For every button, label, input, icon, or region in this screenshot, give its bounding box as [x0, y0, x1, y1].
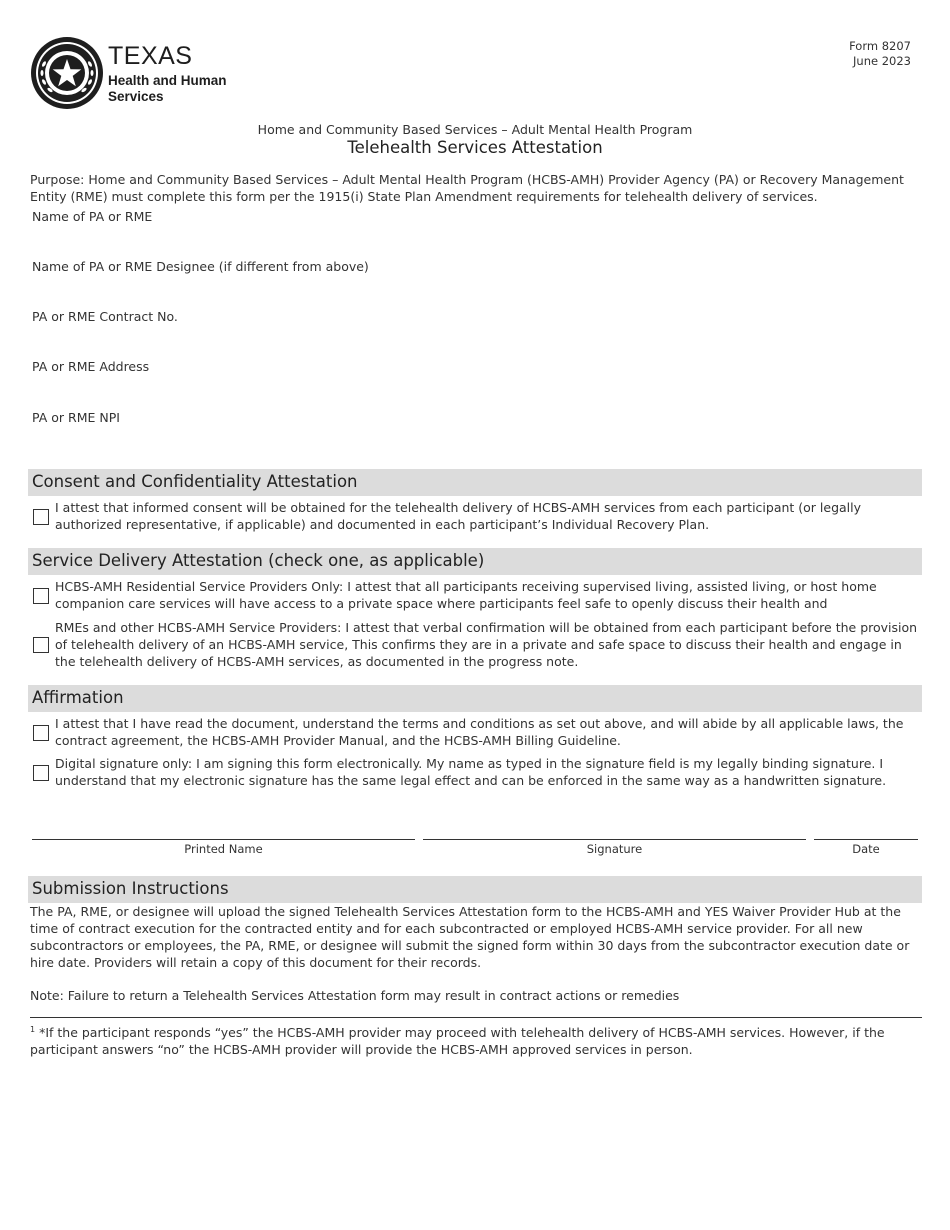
printed-name-line	[32, 839, 415, 840]
service-heading: Service Delivery Attestation (check one, as applicable)	[32, 551, 485, 570]
service-section-header	[28, 548, 922, 575]
signature-input[interactable]	[423, 814, 806, 838]
page-title: Telehealth Services Attestation	[347, 138, 603, 157]
footnote-divider	[30, 1017, 922, 1018]
form-meta	[849, 39, 911, 69]
printed-name-label: Printed Name	[184, 842, 263, 856]
residential-provider-checkbox[interactable]	[33, 588, 49, 604]
submission-note: Note: Failure to return a Telehealth Services Attestation form may result in contract actions or remedies	[30, 988, 680, 1003]
signature-line	[423, 839, 806, 840]
purpose-paragraph	[30, 171, 920, 205]
digital-signature-text: Digital signature only: I am signing this form electronically. My name as typed in the signature field is my legally binding signature. I understand that my electronic signature has the same legal effect and can be enforced in the same way as a handwritten signature.	[55, 756, 887, 788]
logo-hhs-line1: Health and Human	[108, 73, 227, 88]
date-label: Date	[852, 842, 880, 856]
digital-signature-checkbox[interactable]	[33, 765, 49, 781]
form-date: June 2023	[853, 54, 911, 68]
field-label-contract-no: PA or RME Contract No.	[32, 309, 178, 324]
affirmation-heading: Affirmation	[32, 688, 124, 707]
field-input-address[interactable]	[30, 378, 922, 406]
field-input-pa-name[interactable]	[30, 228, 922, 256]
residential-provider-text: HCBS-AMH Residential Service Providers Only: I attest that all participants receiving supervised living, assisted living, or host home companion care services will have access to a private space where participants feel safe to openly discuss their health and	[55, 579, 877, 611]
footnote	[30, 1021, 922, 1058]
field-input-designee[interactable]	[30, 278, 922, 306]
logo-texas-text: TEXAS	[108, 42, 193, 70]
logo-wordmark	[108, 44, 227, 105]
field-label-designee: Name of PA or RME Designee (if different from above)	[32, 259, 369, 274]
consent-checkbox[interactable]	[33, 509, 49, 525]
affirmation-checkbox[interactable]	[33, 725, 49, 741]
submission-heading: Submission Instructions	[32, 879, 229, 898]
field-label-pa-name: Name of PA or RME	[32, 209, 153, 224]
consent-heading: Consent and Confidentiality Attestation	[32, 472, 358, 491]
rme-provider-checkbox[interactable]	[33, 637, 49, 653]
logo-hhs-line2: Services	[108, 89, 164, 104]
purpose-label: Purpose:	[30, 172, 85, 187]
footnote-text: *If the participant responds “yes” the HCBS-AMH provider may proceed with telehealth delivery of HCBS-AMH services. However, if the participant answers “no” the HCBS-AMH provider will provide the HCBS-AMH approved services in person.	[30, 1025, 885, 1058]
rme-provider-text: RMEs and other HCBS-AMH Service Providers: I attest that verbal confirmation will be obtained from each participant before the provision of telehealth delivery of an HCBS-AMH service, This confirms they are in a private and safe space to discuss their health and engage in the telehealth delivery of HCBS-AMH services, as documented in the progress note.	[55, 620, 918, 669]
field-input-npi[interactable]	[30, 429, 922, 457]
purpose-text: Home and Community Based Services – Adult Mental Health Program (HCBS-AMH) Provider Agency (PA) or Recovery Management Entity (RME) must complete this form per the 1915(i) State Plan Amendment requirements for telehealth delivery of services.	[30, 172, 904, 204]
field-label-npi: PA or RME NPI	[32, 410, 120, 425]
date-input[interactable]	[814, 814, 918, 838]
form-number: Form 8207	[849, 39, 911, 53]
texas-seal-icon	[30, 34, 106, 112]
date-line	[814, 839, 918, 840]
affirmation-text: I attest that I have read the document, understand the terms and conditions as set out above, and will abide by all applicable laws, the contract agreement, the HCBS-AMH Provider Manual, and the HCBS-AMH Billing Guideline.	[55, 716, 904, 748]
program-name: Home and Community Based Services – Adult Mental Health Program	[257, 122, 693, 137]
affirmation-section-header	[28, 685, 922, 712]
submission-instructions: The PA, RME, or designee will upload the signed Telehealth Services Attestation form to the HCBS-AMH and YES Waiver Provider Hub at the time of contract execution for the contracted entity and for each subcontracted or employed HCBS-AMH service provider. For all new subcontractors or employees, the PA, RME, or designee will submit the signed form within 30 days from the subcontractor execution date or hire date. Providers will retain a copy of this document for their records.	[30, 904, 910, 970]
consent-attestation-text: I attest that informed consent will be obtained for the telehealth delivery of HCBS-AMH services from each participant (or legally authorized representative, if applicable) and documented in each participant’s Individual Recovery Plan.	[55, 500, 862, 532]
submission-section-header	[28, 876, 922, 903]
consent-section-header	[28, 469, 922, 496]
field-input-contract-no[interactable]	[30, 328, 922, 356]
field-label-address: PA or RME Address	[32, 359, 150, 374]
printed-name-input[interactable]	[32, 814, 415, 838]
footnote-marker: 1	[30, 1025, 36, 1034]
signature-label: Signature	[586, 842, 643, 856]
